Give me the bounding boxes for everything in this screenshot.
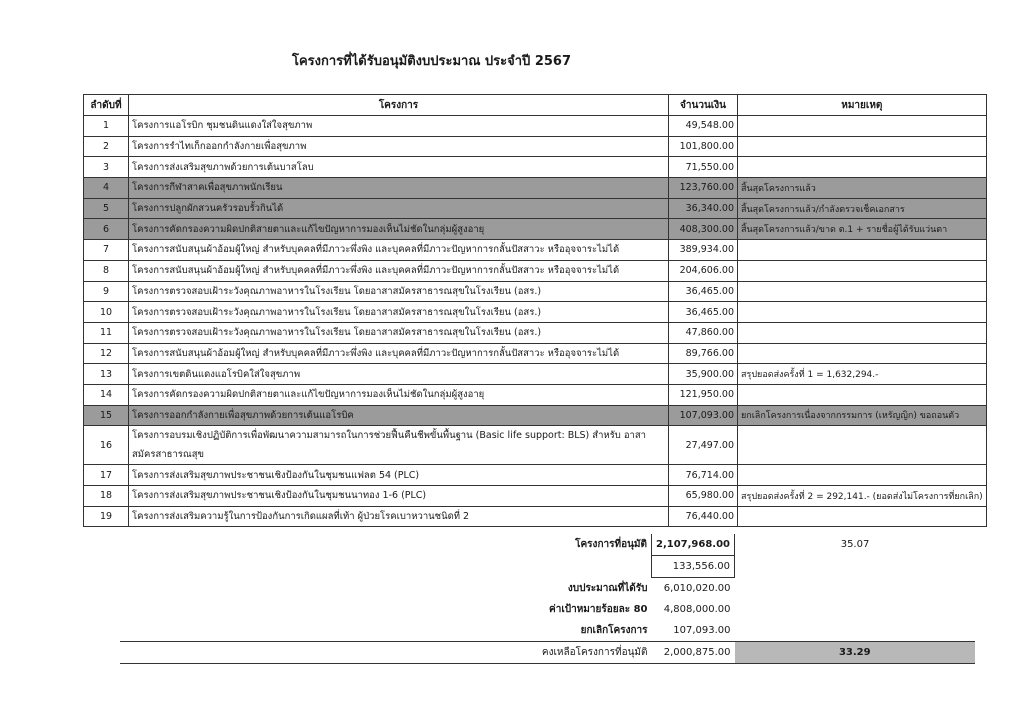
project-note [738,281,987,302]
table-row [84,240,987,261]
project-name: โครงการตรวจสอบเฝ้าระวังคุณภาพอาหารในโรงเรียน โดยอาสาสมัครสาธารณสุขในโรงเรียน (อสร.) [129,281,669,302]
project-note: สิ้นสุดโครงการแล้ว [738,178,987,199]
project-note [738,384,987,405]
summary-table [120,534,975,664]
table-row [84,465,987,486]
row-number: 17 [84,465,129,486]
row-number: 5 [84,198,129,219]
projects-table [83,94,987,527]
target-amount: 4,808,000.00 [663,604,731,615]
remaining-label: คงเหลือโครงการที่อนุมัติ [120,642,652,664]
approved-amount: 2,107,968.00 [652,534,735,556]
project-note [738,240,987,261]
table-row [84,260,987,281]
project-name: โครงการปลูกผักสวนครัวรอบรั้วกินได้ [129,198,669,219]
summary-remaining-row [120,642,975,664]
summary-budget-row [120,578,975,600]
summary-approved-row [120,534,975,556]
approved-label: โครงการที่อนุมัติ [575,539,647,551]
project-amount: 123,760.00 [669,178,738,199]
project-note [738,506,987,527]
project-note [738,343,987,364]
table-row [84,506,987,527]
project-amount: 71,550.00 [669,157,738,178]
row-number: 10 [84,302,129,323]
row-number: 15 [84,405,129,426]
project-amount: 389,934.00 [669,240,738,261]
project-amount: 89,766.00 [669,343,738,364]
project-amount: 47,860.00 [669,322,738,343]
remaining-amount: 2,000,875.00 [652,642,735,664]
table-row [84,116,987,137]
project-amount: 76,440.00 [669,506,738,527]
project-name: โครงการสนับสนุนผ้าอ้อมผู้ใหญ่ สำหรับบุคคลที่มีภาวะพึ่งพิง และบุคคลที่มีภาวะปัญหาการกลั้นปัสสาวะ หรืออุจจาระไม่ได้ [129,343,669,364]
project-name: โครงการแอโรบิก ชุมชนดินแดงใส่ใจสุขภาพ [129,116,669,137]
row-number: 19 [84,506,129,527]
project-note [738,260,987,281]
project-note [738,116,987,137]
project-note: สิ้นสุดโครงการแล้ว/ขาด ต.1 + รายชื่อผู้ได้รับแว่นตา [738,219,987,240]
table-header-row [84,95,987,116]
row-number: 2 [84,136,129,157]
project-name: โครงการส่งเสริมสุขภาพประชาชนเชิงป้องกันในชุมชนนาทอง 1-6 (PLC) [129,486,669,507]
table-row [84,426,987,465]
row-number: 6 [84,219,129,240]
project-note [738,136,987,157]
project-name: โครงการสนับสนุนผ้าอ้อมผู้ใหญ่ สำหรับบุคคลที่มีภาวะพึ่งพิง และบุคคลที่มีภาวะปัญหาการกลั้นปัสสาวะ หรืออุจจาระไม่ได้ [129,240,669,261]
table-row [84,322,987,343]
project-note [738,302,987,323]
project-name: โครงการส่งเสริมความรู้ในการป้องกันการเกิดแผลที่เท้า ผู้ป่วยโรคเบาหวานชนิดที่ 2 [129,506,669,527]
target-label: ค่าเป้าหมายร้อยละ 80 [549,604,648,615]
table-row [84,136,987,157]
project-note [738,465,987,486]
project-amount: 36,340.00 [669,198,738,219]
document-title: โครงการที่ได้รับอนุมัติงบประมาณ ประจำปี 2567 [292,54,572,69]
project-note [738,322,987,343]
table-body [84,116,987,527]
table-row [84,219,987,240]
table-row [84,281,987,302]
project-amount: 36,465.00 [669,281,738,302]
row-number: 18 [84,486,129,507]
row-number: 9 [84,281,129,302]
budget-label: งบประมาณที่ได้รับ [567,582,648,594]
row-number: 13 [84,364,129,385]
project-amount: 27,497.00 [669,426,738,465]
project-amount: 408,300.00 [669,219,738,240]
header-note: หมายเหตุ [738,95,987,116]
project-amount: 121,950.00 [669,384,738,405]
project-name: โครงการตรวจสอบเฝ้าระวังคุณภาพอาหารในโรงเรียน โดยอาสาสมัครสาธารณสุขในโรงเรียน (อสร.) [129,322,669,343]
project-note: สรุปยอดส่งครั้งที่ 2 = 292,141.- (ยอดส่งไม่โครงการที่ยกเลิก) [738,486,987,507]
row-number: 12 [84,343,129,364]
project-amount: 107,093.00 [669,405,738,426]
approved-percent: 35.07 [840,539,870,551]
row-number: 4 [84,178,129,199]
blank-amount: 133,556.00 [652,556,735,578]
row-number: 8 [84,260,129,281]
project-name: โครงการคัดกรองความผิดปกติสายตาและแก้ไขปัญหาการมองเห็นไม่ชัดในกลุ่มผู้สูงอายุ [129,384,669,405]
table-row [84,486,987,507]
project-name: โครงการอบรมเชิงปฏิบัติการเพื่อพัฒนาความสามารถในการช่วยฟื้นคืนชีพขั้นพื้นฐาน (Basic life support: BLS) สำหรับ อาสาสมัครสาธารณสุข [129,426,669,465]
project-amount: 101,800.00 [669,136,738,157]
project-note [738,157,987,178]
project-amount: 49,548.00 [669,116,738,137]
row-number: 11 [84,322,129,343]
table-row [84,405,987,426]
project-amount: 35,900.00 [669,364,738,385]
project-name: โครงการส่งเสริมสุขภาพประชาชนเชิงป้องกันในชุมชนแฟลต 54 (PLC) [129,465,669,486]
project-name: โครงการเขตดินแดงแอโรบิคใส่ใจสุขภาพ [129,364,669,385]
project-note: สรุปยอดส่งครั้งที่ 1 = 1,632,294.- [738,364,987,385]
project-amount: 204,606.00 [669,260,738,281]
row-number: 1 [84,116,129,137]
project-name: โครงการส่งเสริมสุขภาพด้วยการเต้นบาสโลบ [129,157,669,178]
project-amount: 36,465.00 [669,302,738,323]
table-row [84,343,987,364]
project-note: ยกเลิกโครงการเนื่องจากกรรมการ (เหรัญญิก) ขอถอนตัว [738,405,987,426]
project-amount: 65,980.00 [669,486,738,507]
summary-blank-row [120,556,975,578]
cancelled-label: ยกเลิกโครงการ [580,625,648,636]
table-row [84,384,987,405]
project-name: โครงการรำไทเก็กออกกำลังกายเพื่อสุขภาพ [129,136,669,157]
project-name: โครงการกีฬาสาคเพื่อสุขภาพนักเรียน [129,178,669,199]
table-row [84,302,987,323]
header-no: ลำดับที่ [84,95,129,116]
project-name: โครงการตรวจสอบเฝ้าระวังคุณภาพอาหารในโรงเรียน โดยอาสาสมัครสาธารณสุขในโรงเรียน (อสร.) [129,302,669,323]
row-number: 3 [84,157,129,178]
budget-amount: 6,010,020.00 [663,583,731,594]
table-row [84,178,987,199]
table-row [84,157,987,178]
summary-target-row [120,599,975,620]
cancelled-amount: 107,093.00 [673,625,731,636]
summary-cancelled-row [120,620,975,642]
project-note [738,426,987,465]
row-number: 16 [84,426,129,465]
table-row [84,198,987,219]
remaining-percent: 33.29 [735,642,976,664]
project-note: สิ้นสุดโครงการแล้ว/กำลังตรวจเช็คเอกสาร [738,198,987,219]
row-number: 14 [84,384,129,405]
header-amount: จำนวนเงิน [669,95,738,116]
row-number: 7 [84,240,129,261]
header-project: โครงการ [129,95,669,116]
project-name: โครงการออกกำลังกายเพื่อสุขภาพด้วยการเต้นแอโรบิค [129,405,669,426]
project-name: โครงการสนับสนุนผ้าอ้อมผู้ใหญ่ สำหรับบุคคลที่มีภาวะพึ่งพิง และบุคคลที่มีภาวะปัญหาการกลั้นปัสสาวะ หรืออุจจาระไม่ได้ [129,260,669,281]
project-name: โครงการคัดกรองความผิดปกติสายตาและแก้ไขปัญหาการมองเห็นไม่ชัดในกลุ่มผู้สูงอายุ [129,219,669,240]
project-amount: 76,714.00 [669,465,738,486]
table-row [84,364,987,385]
